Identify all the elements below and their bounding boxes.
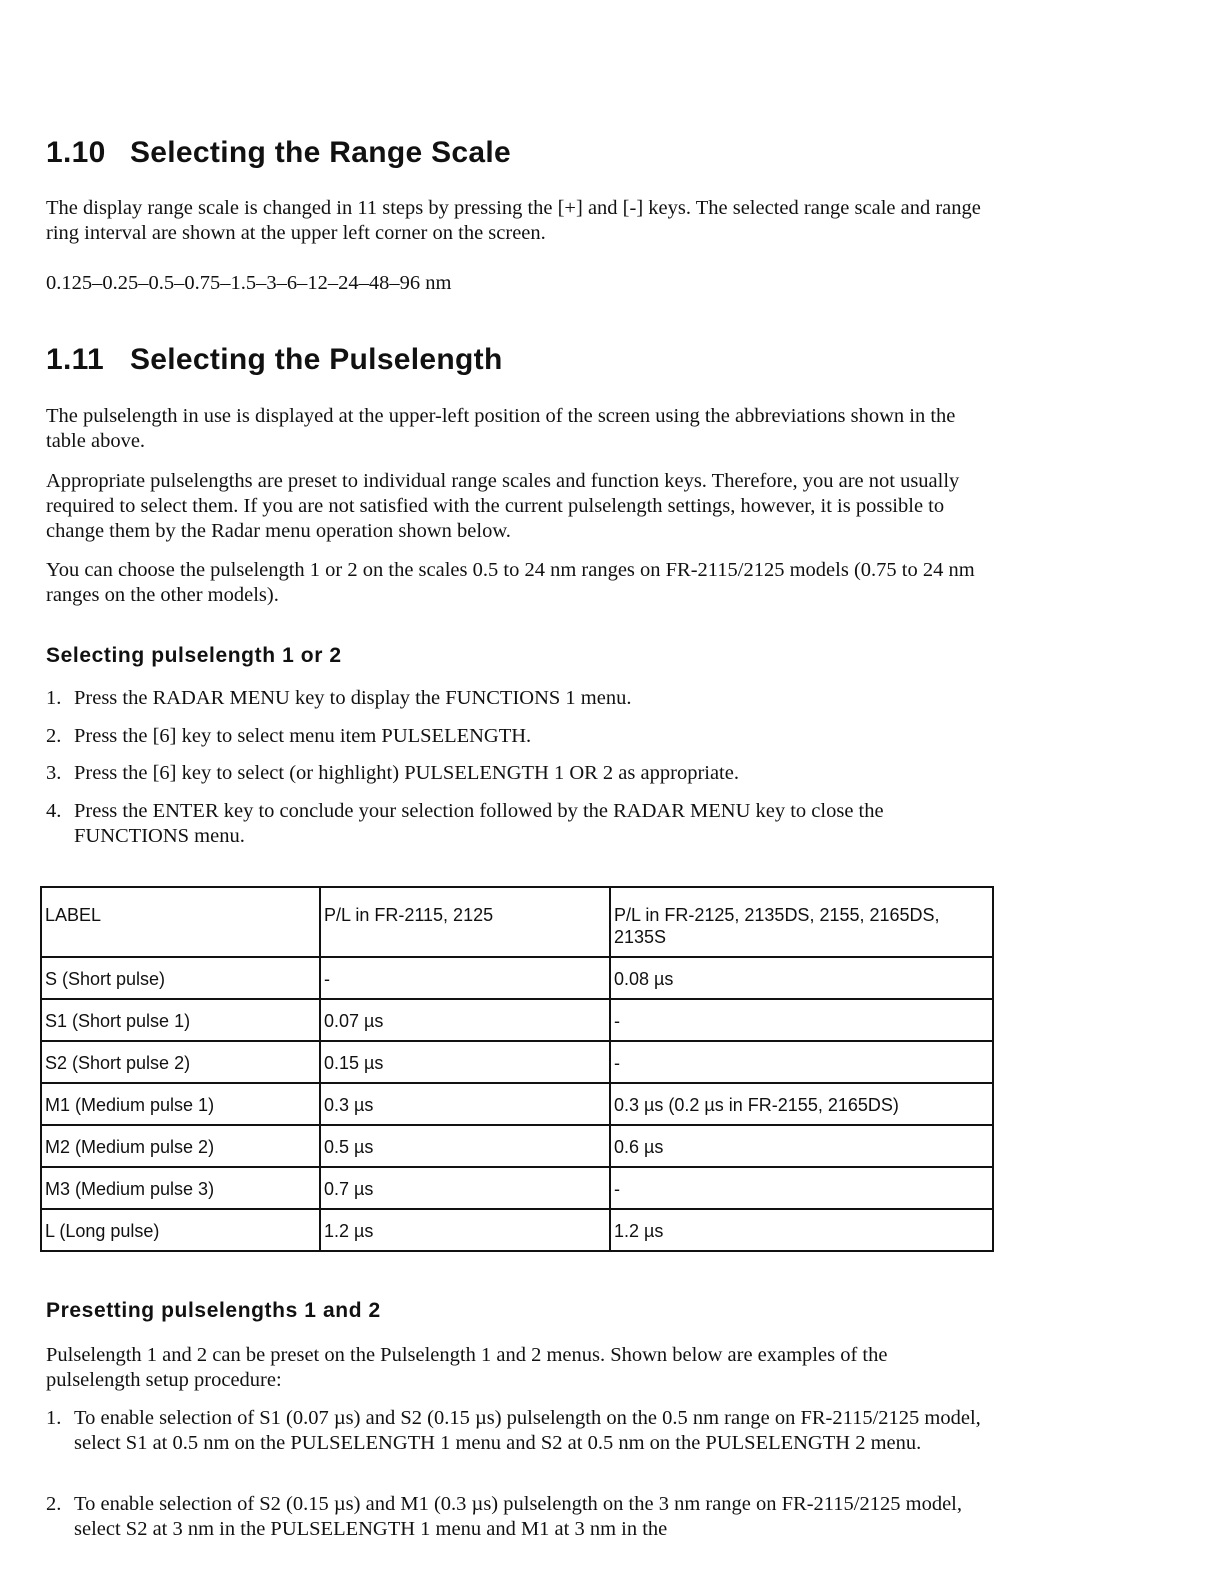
- table-cell: M3 (Medium pulse 3): [41, 1167, 320, 1209]
- range-scale-paragraph: The display range scale is changed in 11 steps by pressing the [+] and [-] keys. The selected range scale and range ring interval are shown at the upper left corner on the screen.: [46, 197, 981, 244]
- table-cell: -: [610, 999, 993, 1041]
- table-row: [41, 957, 993, 999]
- list-text: To enable selection of S1 (0.07 µs) and S2 (0.15 µs) pulselength on the 0.5 nm range on FR-2115/2125 model, select S1 at 0.5 nm on the PULSELENGTH 1 menu and S2 at 0.5 nm on the PULSELENGTH 2 menu.: [74, 1407, 981, 1454]
- table-cell: 0.6 µs: [610, 1125, 993, 1167]
- section-title: Selecting the Pulselength: [130, 343, 503, 376]
- table-cell: S1 (Short pulse 1): [41, 999, 320, 1041]
- list-item: [46, 686, 981, 711]
- table-cell: 1.2 µs: [610, 1209, 993, 1251]
- table-cell: L (Long pulse): [41, 1209, 320, 1251]
- list-number: 2.: [46, 1493, 62, 1515]
- pulselength-paragraph-1: The pulselength in use is displayed at the upper-left position of the screen using the abbreviations shown in the table above.: [46, 405, 956, 452]
- table-cell: M1 (Medium pulse 1): [41, 1083, 320, 1125]
- table-header-cell: LABEL: [41, 887, 320, 957]
- selecting-pulselength-heading: Selecting pulselength 1 or 2: [46, 644, 342, 667]
- section-title: Selecting the Range Scale: [130, 136, 511, 169]
- list-number: 1.: [46, 687, 62, 709]
- table-row: [41, 1083, 993, 1125]
- list-number: 1.: [46, 1407, 62, 1429]
- pulselength-paragraph-2: Appropriate pulselengths are preset to individual range scales and function keys. Therefore, you are not usually required to select them. If you are not satisfied with the current pulselength settings, however, it is possible to change them by the Radar menu operation shown below.: [46, 470, 960, 542]
- table-row: [41, 1167, 993, 1209]
- list-text: Press the [6] key to select (or highlight) PULSELENGTH 1 OR 2 as appropriate.: [74, 762, 739, 784]
- list-text: Press the [6] key to select menu item PULSELENGTH.: [74, 725, 532, 747]
- list-item: [46, 799, 981, 849]
- pulselength-paragraph-3: You can choose the pulselength 1 or 2 on the scales 0.5 to 24 nm ranges on FR-2115/2125 models (0.75 to 24 nm ranges on the other models).: [46, 559, 975, 606]
- list-number: 3.: [46, 762, 62, 784]
- table-row: [41, 1209, 993, 1251]
- table-cell: 0.15 µs: [320, 1041, 610, 1083]
- table-header-row: [41, 887, 993, 957]
- list-number: 4.: [46, 800, 62, 822]
- section-1-11-heading: [46, 343, 503, 377]
- table-cell: 0.3 µs: [320, 1083, 610, 1125]
- range-steps-line: 0.125–0.25–0.5–0.75–1.5–3–6–12–24–48–96 nm: [46, 272, 452, 294]
- table-cell: 0.5 µs: [320, 1125, 610, 1167]
- table-cell: 0.08 µs: [610, 957, 993, 999]
- table-cell: S2 (Short pulse 2): [41, 1041, 320, 1083]
- table-cell: 0.3 µs (0.2 µs in FR-2155, 2165DS): [610, 1083, 993, 1125]
- table-cell: S (Short pulse): [41, 957, 320, 999]
- table-cell: -: [320, 957, 610, 999]
- table-row: [41, 1041, 993, 1083]
- list-item: [46, 761, 981, 786]
- table-cell: 1.2 µs: [320, 1209, 610, 1251]
- table-header-cell: P/L in FR-2125, 2135DS, 2155, 2165DS, 2135S: [610, 887, 993, 957]
- table-row: [41, 1125, 993, 1167]
- list-text: To enable selection of S2 (0.15 µs) and M1 (0.3 µs) pulselength on the 3 nm range on FR-2115/2125 model, select S2 at 3 nm in the PULSELENGTH 1 menu and M1 at 3 nm in the: [74, 1493, 962, 1540]
- table-header-cell: P/L in FR-2115, 2125: [320, 887, 610, 957]
- table-row: [41, 999, 993, 1041]
- table-cell: -: [610, 1041, 993, 1083]
- list-number: 2.: [46, 725, 62, 747]
- table-cell: 0.07 µs: [320, 999, 610, 1041]
- pulselength-table: [40, 886, 994, 1252]
- list-item: [46, 1492, 981, 1542]
- section-number: 1.10: [46, 136, 106, 169]
- list-text: Press the ENTER key to conclude your selection followed by the RADAR MENU key to close the FUNCTIONS menu.: [74, 800, 884, 847]
- table-cell: M2 (Medium pulse 2): [41, 1125, 320, 1167]
- section-1-10-heading: [46, 136, 511, 170]
- list-item: [46, 1406, 981, 1456]
- presetting-heading: Presetting pulselengths 1 and 2: [46, 1299, 381, 1322]
- list-text: Press the RADAR MENU key to display the FUNCTIONS 1 menu.: [74, 687, 632, 709]
- table-cell: 0.7 µs: [320, 1167, 610, 1209]
- presetting-paragraph: Pulselength 1 and 2 can be preset on the Pulselength 1 and 2 menus. Shown below are examples of the pulselength setup procedure:: [46, 1344, 888, 1391]
- section-number: 1.11: [46, 343, 104, 376]
- table-cell: -: [610, 1167, 993, 1209]
- list-item: [46, 724, 981, 749]
